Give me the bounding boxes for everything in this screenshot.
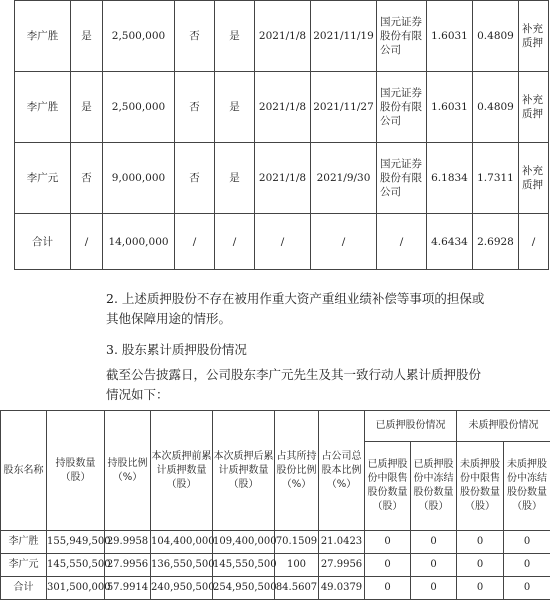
pledge-cell-supplementary: 是 (215, 143, 255, 214)
pledge-cell-ratio-total: 0.4809 (473, 1, 519, 72)
cumulative-cell-pct-total: 49.0379 (319, 577, 365, 600)
pledge-cell-ratio-own: 6.1834 (427, 143, 473, 214)
header-shares: 持股数量（股） (47, 411, 105, 531)
cumulative-cell-before: 136,550,500 (151, 554, 213, 577)
pledge-cell-name: 李广胜 (15, 72, 71, 143)
cumulative-row (1, 531, 550, 554)
pledge-row (15, 72, 549, 143)
pledge-cell-ratio-own: 1.6031 (427, 72, 473, 143)
pledge-cell-start: 2021/1/8 (255, 1, 311, 72)
cumulative-cell-a: 0 (365, 554, 411, 577)
cumulative-cell-name: 李广胜 (1, 531, 47, 554)
cumulative-cell-b: 0 (411, 554, 457, 577)
pledge-cell-supplementary: 是 (215, 72, 255, 143)
cumulative-row (1, 554, 550, 577)
pledge-cell-shares: 2,500,000 (103, 1, 175, 72)
cumulative-cell-pct-own: 70.1509 (275, 531, 319, 554)
header-pledged-group: 已质押股份情况 (365, 411, 457, 442)
pledge-cell-restricted: 否 (175, 1, 215, 72)
paragraph-2: 2. 上述质押股份不存在被用作重大资产重组业绩补偿等事项的担保或其他保障用途的情形。 (106, 291, 485, 326)
pledge-total-label: 合计 (15, 214, 71, 270)
pledge-total-purpose: / (519, 214, 549, 270)
pledge-rows (15, 1, 549, 270)
cumulative-cell-before: 240,950,500 (151, 577, 213, 600)
cumulative-cell-after: 109,400,000 (213, 531, 275, 554)
pledge-cell-shares: 9,000,000 (103, 143, 175, 214)
pledge-cell-restricted: 否 (175, 143, 215, 214)
cumulative-cell-name: 李广元 (1, 554, 47, 577)
cumulative-row (1, 577, 550, 600)
header-ratio: 持股比例（%） (105, 411, 151, 531)
pledge-total-ratio-total: 2.6928 (473, 214, 519, 270)
pledge-total-start: / (255, 214, 311, 270)
cumulative-cell-after: 145,550,500 (213, 554, 275, 577)
pledge-cell-ratio-own: 1.6031 (427, 1, 473, 72)
pledge-cell-purpose: 补充质押 (519, 1, 549, 72)
pledge-total-restricted: / (175, 214, 215, 270)
cumulative-cell-name: 合计 (1, 577, 47, 600)
cumulative-cell-after: 254,950,500 (213, 577, 275, 600)
header-name: 股东名称 (1, 411, 47, 531)
pledge-cell-start: 2021/1/8 (255, 143, 311, 214)
pledge-cell-pledgee: 国元证券股份有限公司 (377, 1, 427, 72)
cumulative-cell-c: 0 (457, 577, 504, 600)
header-before: 本次质押前累计质押数量（股） (151, 411, 213, 531)
pledge-cell-pledgee: 国元证券股份有限公司 (377, 72, 427, 143)
cumulative-cell-d: 0 (504, 554, 550, 577)
cumulative-cell-ratio: 27.9956 (105, 554, 151, 577)
pledge-total-ratio-own: 4.6434 (427, 214, 473, 270)
header-unpledged-frozen: 未质押股份中冻结股份数量（股） (504, 442, 550, 531)
pledge-cell-controller: 否 (71, 143, 103, 214)
cumulative-cell-shares: 301,500,000 (47, 577, 105, 600)
pledge-cell-supplementary: 是 (215, 1, 255, 72)
cumulative-cell-pct-own: 100 (275, 554, 319, 577)
pledge-cell-controller: 是 (71, 72, 103, 143)
cumulative-cell-shares: 155,949,500 (47, 531, 105, 554)
pledge-row (15, 1, 549, 72)
header-pct-own: 占其所持股份比例（%） (275, 411, 319, 531)
header-after: 本次质押后累计质押数量（股） (213, 411, 275, 531)
cumulative-cell-c: 0 (457, 554, 504, 577)
pledge-cell-purpose: 补充质押 (519, 72, 549, 143)
cumulative-cell-before: 104,400,000 (151, 531, 213, 554)
pledge-total-shares: 14,000,000 (103, 214, 175, 270)
pledge-total-supplementary: / (215, 214, 255, 270)
cumulative-cell-a: 0 (365, 531, 411, 554)
cumulative-cell-ratio: 57.9914 (105, 577, 151, 600)
paragraph-3-title: 3. 股东累计质押股份情况 (106, 342, 247, 357)
pledge-total-row (15, 214, 549, 270)
cumulative-cell-ratio: 29.9958 (105, 531, 151, 554)
header-unpledged-group: 未质押股份情况 (457, 411, 550, 442)
paragraph-3-body: 截至公告披露日，公司股东李广元先生及其一致行动人累计质押股份情况如下： (106, 367, 482, 402)
pledge-cell-purpose: 补充质押 (519, 143, 549, 214)
cumulative-cell-b: 0 (411, 577, 457, 600)
cumulative-cell-pct-total: 27.9956 (319, 554, 365, 577)
cumulative-cell-pct-own: 84.5607 (275, 577, 319, 600)
header-pct-total: 占公司总股本比例（%） (319, 411, 365, 531)
cumulative-pledge-table (0, 410, 550, 600)
pledge-cell-end: 2021/9/30 (311, 143, 377, 214)
pledge-cell-name: 李广胜 (15, 1, 71, 72)
pledge-total-controller: / (71, 214, 103, 270)
header-pledged-restricted: 已质押股份中限售股份数量（股） (365, 442, 411, 531)
cumulative-cell-shares: 145,550,500 (47, 554, 105, 577)
pledge-cell-start: 2021/1/8 (255, 72, 311, 143)
pledge-cell-restricted: 否 (175, 72, 215, 143)
cumulative-cell-a: 0 (365, 577, 411, 600)
cumulative-cell-c: 0 (457, 531, 504, 554)
header-unpledged-restricted: 未质押股份中限售股份数量（股） (457, 442, 504, 531)
pledge-cell-controller: 是 (71, 1, 103, 72)
pledge-detail-table (14, 0, 549, 270)
cumulative-cell-b: 0 (411, 531, 457, 554)
cumulative-rows (1, 531, 550, 600)
pledge-cell-pledgee: 国元证券股份有限公司 (377, 143, 427, 214)
header-pledged-frozen: 已质押股份中冻结股份数量（股） (411, 442, 457, 531)
pledge-cell-end: 2021/11/27 (311, 72, 377, 143)
pledge-row (15, 143, 549, 214)
pledge-cell-end: 2021/11/19 (311, 1, 377, 72)
pledge-cell-shares: 2,500,000 (103, 72, 175, 143)
pledge-cell-name: 李广元 (15, 143, 71, 214)
pledge-cell-ratio-total: 1.7311 (473, 143, 519, 214)
pledge-cell-ratio-total: 0.4809 (473, 72, 519, 143)
pledge-total-pledgee: / (377, 214, 427, 270)
cumulative-cell-d: 0 (504, 577, 550, 600)
cumulative-cell-pct-total: 21.0423 (319, 531, 365, 554)
cumulative-cell-d: 0 (504, 531, 550, 554)
pledge-total-end: / (311, 214, 377, 270)
